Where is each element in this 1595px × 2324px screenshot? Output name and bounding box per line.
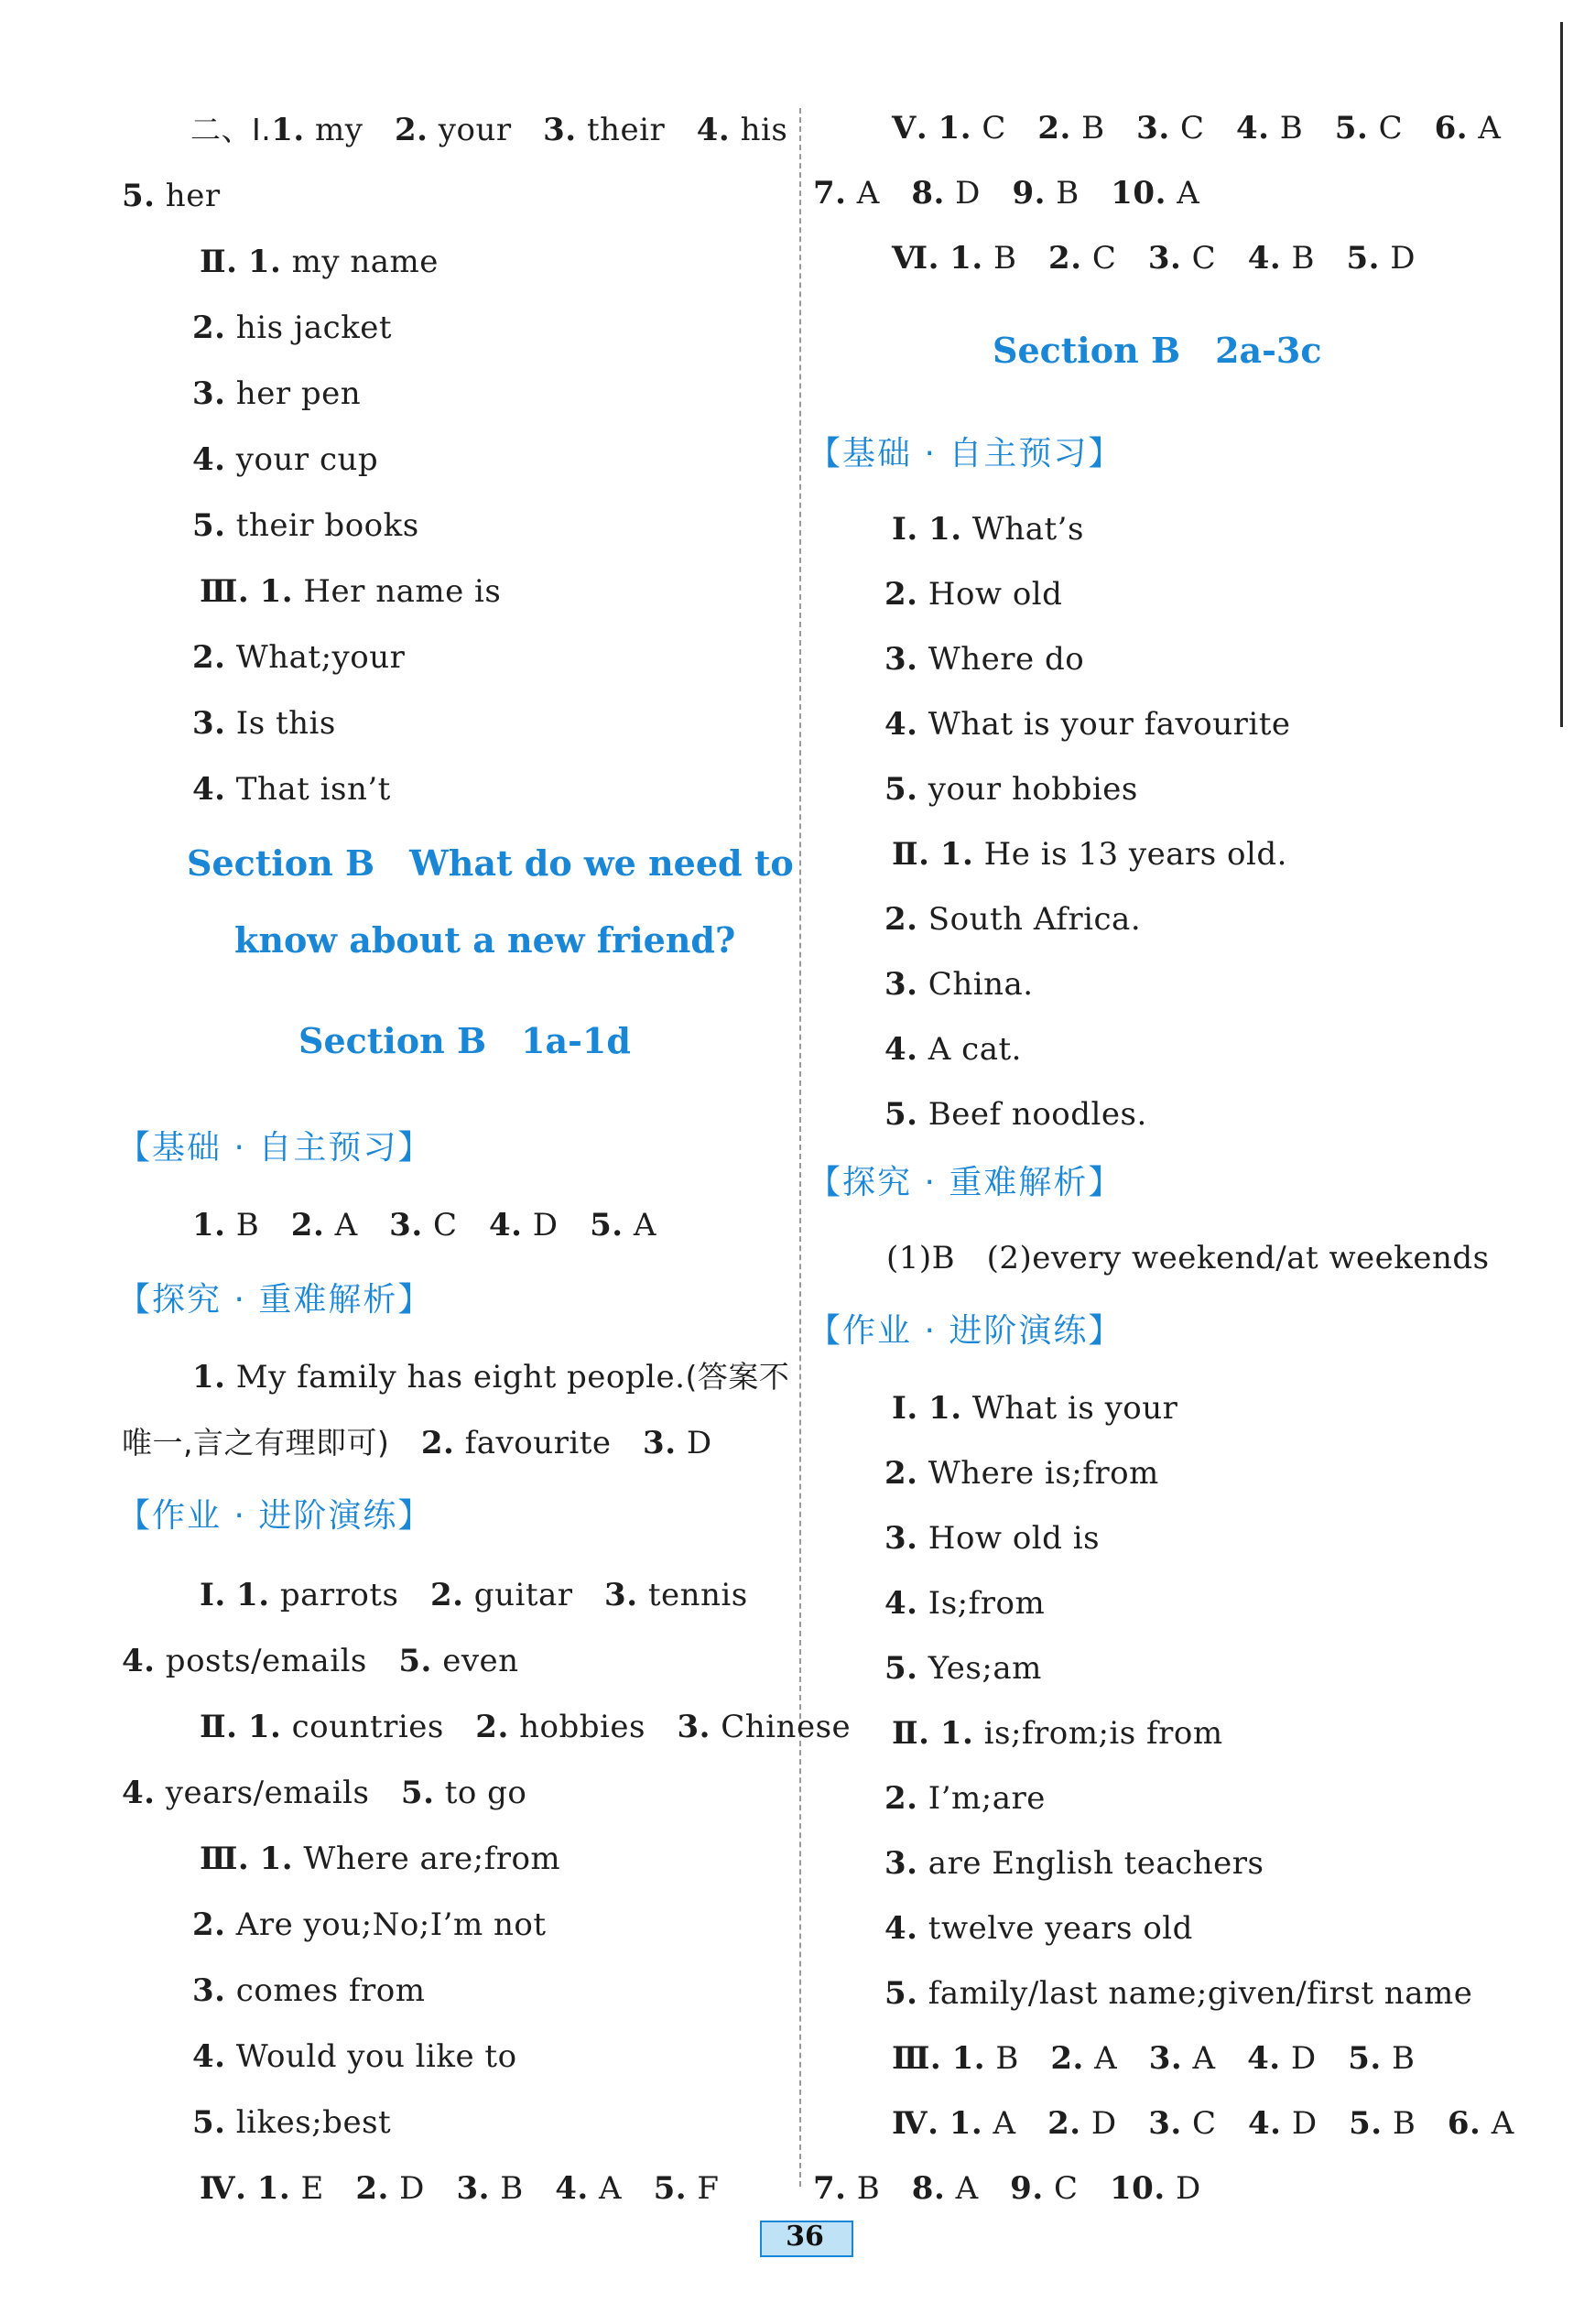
bracket-heading: 【基础 · 自主预习】 (808, 435, 1123, 472)
bracket-heading: 【探究 · 重难解析】 (117, 1281, 433, 1319)
page-number: 36 (786, 2221, 824, 2253)
answer-line: 5. your hobbies (884, 771, 1138, 808)
answer-line: 3. comes from (192, 1972, 426, 2009)
answer-line: 1. My family has eight people.(答案不 (192, 1359, 790, 1395)
answer-line: 5. family/last name;given/first name (884, 1975, 1473, 2012)
answer-line: Ⅴ. 1. C 2. B 3. C 4. B 5. C 6. A (892, 110, 1502, 147)
answer-line: Ⅰ. 1. parrots 2. guitar 3. tennis (200, 1577, 748, 1613)
answer-line: 4. What is your favourite (884, 706, 1291, 743)
answer-line: 2. his jacket (192, 310, 393, 346)
bracket-heading: 【作业 · 进阶演练】 (117, 1497, 433, 1535)
answer-line: Ⅰ. 1. What is your (892, 1390, 1178, 1427)
answer-line: 5. likes;best (192, 2104, 392, 2141)
answer-line: Ⅱ. 1. is;from;is from (892, 1715, 1223, 1752)
answer-line: Ⅳ. 1. A 2. D 3. C 4. D 5. B 6. A (892, 2105, 1514, 2142)
answer-line: 2. How old (884, 576, 1063, 613)
answer-line: 1. B 2. A 3. C 4. D 5. A (192, 1207, 656, 1243)
answer-line: 5. their books (192, 507, 419, 544)
answer-line: 2. I’m;are (884, 1780, 1046, 1817)
page-edge-line (1560, 22, 1563, 727)
answer-line: 4. twelve years old (884, 1910, 1193, 1947)
answer-line: 3. are English teachers (884, 1845, 1264, 1882)
section-heading: know about a new friend? (234, 919, 736, 961)
answer-line: 4. Would you like to (192, 2038, 517, 2075)
answer-line: 3. Where do (884, 641, 1085, 678)
section-heading: Section B What do we need to (187, 842, 794, 884)
answer-line: 3. Is this (192, 705, 336, 742)
column-divider (799, 108, 801, 2187)
bracket-heading: 【作业 · 进阶演练】 (808, 1312, 1123, 1350)
answer-line: 4. A cat. (884, 1031, 1022, 1068)
answer-line: Ⅲ. 1. Her name is (200, 573, 502, 610)
answer-line: 4. That isn’t (192, 771, 391, 808)
answer-line: 5. Yes;am (884, 1650, 1042, 1687)
answer-line: Ⅳ. 1. E 2. D 3. B 4. A 5. F (200, 2170, 720, 2207)
answer-line: Ⅲ. 1. B 2. A 3. A 4. D 5. B (892, 2040, 1416, 2077)
answer-line: 4. your cup (192, 441, 379, 478)
bracket-heading: 【基础 · 自主预习】 (117, 1129, 433, 1167)
answer-line: 2. Are you;No;I’m not (192, 1906, 547, 1943)
answer-line: 2. What;your (192, 639, 406, 676)
answer-line: 5. Beef noodles. (884, 1096, 1147, 1133)
answer-line: 7. A 8. D 9. B 10. A (813, 175, 1200, 212)
answer-line: 唯一,言之有理即可) 2. favourite 3. D (122, 1425, 712, 1461)
answer-line: Ⅱ. 1. He is 13 years old. (892, 836, 1287, 873)
answer-line: 3. How old is (884, 1520, 1101, 1557)
answer-line: 4. posts/emails 5. even (122, 1643, 519, 1679)
section-heading: Section B 1a-1d (298, 1020, 631, 1061)
answer-line: Ⅰ. 1. What’s (892, 511, 1084, 548)
answer-line: 7. B 8. A 9. C 10. D (813, 2170, 1201, 2207)
answer-line: 3. her pen (192, 375, 362, 412)
answer-line: 4. years/emails 5. to go (122, 1775, 527, 1811)
answer-line: 2. South Africa. (884, 901, 1142, 938)
answer-line: Ⅲ. 1. Where are;from (200, 1841, 561, 1877)
bracket-heading: 【探究 · 重难解析】 (808, 1164, 1123, 1201)
section-heading: Section B 2a-3c (993, 330, 1322, 371)
answer-line: Ⅱ. 1. countries 2. hobbies 3. Chinese (200, 1709, 852, 1745)
answer-line: 2. Where is;from (884, 1455, 1159, 1492)
answer-line: 5. her (122, 178, 221, 214)
answer-line: Ⅱ. 1. my name (200, 244, 439, 280)
answer-line: 4. Is;from (884, 1585, 1046, 1622)
answer-line: Ⅵ. 1. B 2. C 3. C 4. B 5. D (892, 240, 1416, 277)
answer-line: (1)B (2)every weekend/at weekends (886, 1240, 1490, 1276)
answer-line: 3. China. (884, 966, 1034, 1003)
answer-line: 二、Ⅰ.1. my 2. your 3. their 4. his (190, 112, 788, 148)
